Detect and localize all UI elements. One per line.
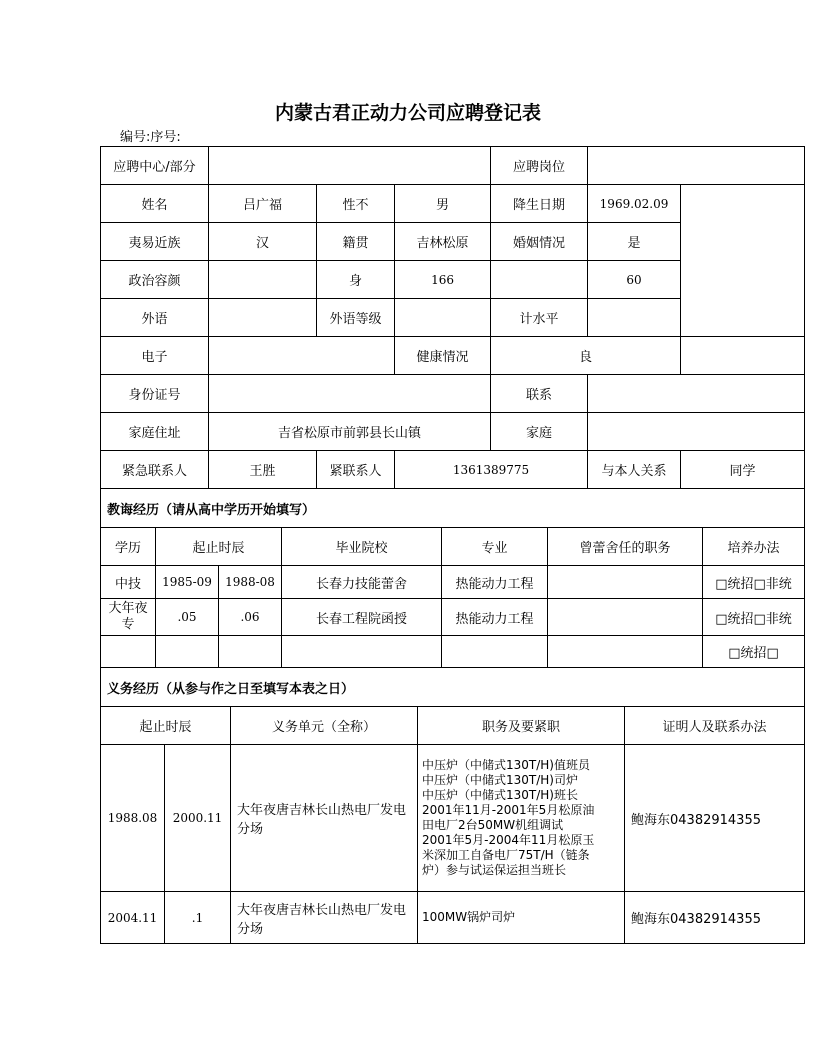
cell-duties[interactable] bbox=[418, 745, 625, 892]
duty-line: 2001年5月-2004年11月松原玉 bbox=[422, 833, 595, 847]
cell-major[interactable] bbox=[442, 636, 548, 668]
cell-work-unit[interactable]: 大年夜唐吉林长山热电厂发电分场 bbox=[231, 892, 418, 944]
label-id-number: 身份证号 bbox=[101, 375, 209, 413]
value-native-place[interactable]: 吉林松原 bbox=[395, 223, 491, 261]
cell-school[interactable] bbox=[282, 636, 442, 668]
header-school: 毕业院校 bbox=[282, 528, 442, 566]
cell-work-start[interactable]: 1988.08 bbox=[101, 745, 165, 892]
label-ethnicity: 夷易近族 bbox=[101, 223, 209, 261]
label-height: 身 bbox=[317, 261, 395, 299]
duty-line: 2001年11月-2001年5月松原油 bbox=[422, 803, 595, 817]
value-email[interactable] bbox=[209, 337, 395, 375]
label-weight bbox=[491, 261, 588, 299]
label-native-place: 籍贯 bbox=[317, 223, 395, 261]
cell-work-end[interactable]: 2000.11 bbox=[165, 745, 231, 892]
value-apply-position[interactable] bbox=[588, 147, 805, 185]
value-height[interactable]: 166 bbox=[395, 261, 491, 299]
cell-degree[interactable]: 中技 bbox=[101, 566, 156, 599]
label-language-level: 外语等级 bbox=[317, 299, 395, 337]
table-row bbox=[101, 636, 805, 668]
label-apply-center: 应聘中心/部分 bbox=[101, 147, 209, 185]
table-row bbox=[101, 566, 805, 599]
label-marital-status: 婚姻情况 bbox=[491, 223, 588, 261]
label-contact-phone: 联系 bbox=[491, 375, 588, 413]
label-health: 健康情况 bbox=[395, 337, 491, 375]
value-computer-level[interactable] bbox=[588, 299, 681, 337]
form-title: 内蒙古君正动力公司应聘登记表 bbox=[274, 102, 541, 124]
duty-line: 100MW锅炉司炉 bbox=[422, 910, 516, 924]
value-apply-center[interactable] bbox=[209, 147, 491, 185]
cell-start[interactable]: .05 bbox=[156, 599, 219, 636]
header-period: 起止时辰 bbox=[156, 528, 282, 566]
header-duties: 职务及要紧职 bbox=[418, 707, 625, 745]
cell-study-mode[interactable]: □统招□非统 bbox=[703, 566, 805, 599]
cell-position[interactable] bbox=[548, 566, 703, 599]
cell-major[interactable]: 热能动力工程 bbox=[442, 599, 548, 636]
value-name[interactable]: 吕广福 bbox=[209, 185, 317, 223]
label-relationship: 与本人关系 bbox=[588, 451, 681, 489]
table-row bbox=[101, 599, 805, 636]
label-birth-date: 降生日期 bbox=[491, 185, 588, 223]
work-section-title: 义务经历（从参与作之日至填写本表之日） bbox=[101, 668, 805, 707]
cell-end[interactable] bbox=[219, 636, 282, 668]
table-row bbox=[101, 892, 805, 944]
cell-major[interactable]: 热能动力工程 bbox=[442, 566, 548, 599]
duty-line: 中压炉（中储式130T/H)班长 bbox=[422, 788, 578, 802]
work-table bbox=[100, 667, 805, 944]
value-political-status[interactable] bbox=[209, 261, 317, 299]
cell-end[interactable]: 1988-08 bbox=[219, 566, 282, 599]
value-gender[interactable]: 男 bbox=[395, 185, 491, 223]
cell-study-mode[interactable]: □统招□非统 bbox=[703, 599, 805, 636]
label-computer-level: 计水平 bbox=[491, 299, 588, 337]
value-home-address[interactable]: 吉省松原市前郭县长山镇 bbox=[209, 413, 491, 451]
cell-work-end[interactable]: .1 bbox=[165, 892, 231, 944]
cell-school[interactable]: 长春工程院函授 bbox=[282, 599, 442, 636]
header-study-mode: 培养办法 bbox=[703, 528, 805, 566]
header-major: 专业 bbox=[442, 528, 548, 566]
cell-degree[interactable]: 大年夜专 bbox=[101, 599, 156, 636]
header-work-period: 起止时辰 bbox=[101, 707, 231, 745]
label-home-address: 家庭住址 bbox=[101, 413, 209, 451]
value-id-number[interactable] bbox=[209, 375, 491, 413]
value-emergency-contact[interactable]: 王胜 bbox=[209, 451, 317, 489]
value-birth-date[interactable]: 1969.02.09 bbox=[588, 185, 681, 223]
cell-start[interactable]: 1985-09 bbox=[156, 566, 219, 599]
education-section-title: 教诲经历（请从高中学历开始填写） bbox=[101, 489, 805, 528]
cell-school[interactable]: 长春力技能蕾舍 bbox=[282, 566, 442, 599]
cell-end[interactable]: .06 bbox=[219, 599, 282, 636]
cell-work-unit[interactable]: 大年夜唐吉林长山热电厂发电分场 bbox=[231, 745, 418, 892]
label-email: 电子 bbox=[101, 337, 209, 375]
cell-duties[interactable] bbox=[418, 892, 625, 944]
cell-degree[interactable] bbox=[101, 636, 156, 668]
header-reference: 证明人及联系办法 bbox=[625, 707, 805, 745]
value-language-level[interactable] bbox=[395, 299, 491, 337]
cell-work-start[interactable]: 2004.11 bbox=[101, 892, 165, 944]
duty-line: 米深加工自备电厂75T/H（链条 bbox=[422, 848, 590, 862]
header-degree: 学历 bbox=[101, 528, 156, 566]
value-foreign-language[interactable] bbox=[209, 299, 317, 337]
cell-start[interactable] bbox=[156, 636, 219, 668]
label-emergency-contact: 紧急联系人 bbox=[101, 451, 209, 489]
duty-line: 田电厂2台50MW机组调试 bbox=[422, 818, 564, 832]
value-contact-phone[interactable] bbox=[588, 375, 805, 413]
value-marital-status[interactable]: 是 bbox=[588, 223, 681, 261]
label-emergency-phone: 紧联系人 bbox=[317, 451, 395, 489]
personal-info-table bbox=[100, 146, 805, 489]
cell-position[interactable] bbox=[548, 599, 703, 636]
value-emergency-phone[interactable]: 1361389775 bbox=[395, 451, 588, 489]
empty-cell bbox=[681, 337, 805, 375]
header-position-held: 曾蕾舍任的职务 bbox=[548, 528, 703, 566]
value-relationship[interactable]: 同学 bbox=[681, 451, 805, 489]
cell-study-mode[interactable]: □统招□ bbox=[703, 636, 805, 668]
cell-position[interactable] bbox=[548, 636, 703, 668]
table-row bbox=[101, 745, 805, 892]
cell-reference[interactable]: 鲍海东04382914355 bbox=[625, 745, 805, 892]
duty-line: 中压炉（中储式130T/H)值班员 bbox=[422, 758, 590, 772]
label-name: 姓名 bbox=[101, 185, 209, 223]
cell-reference[interactable]: 鲍海东04382914355 bbox=[625, 892, 805, 944]
value-home-phone[interactable] bbox=[588, 413, 805, 451]
label-foreign-language: 外语 bbox=[101, 299, 209, 337]
header-work-unit: 义务单元（全称） bbox=[231, 707, 418, 745]
label-home-phone: 家庭 bbox=[491, 413, 588, 451]
label-gender: 性不 bbox=[317, 185, 395, 223]
duty-line: 炉）参与试运保运担当班长 bbox=[422, 863, 567, 877]
serial-label: 编号:序号: bbox=[120, 130, 181, 145]
value-ethnicity[interactable]: 汉 bbox=[209, 223, 317, 261]
label-apply-position: 应聘岗位 bbox=[491, 147, 588, 185]
value-weight[interactable]: 60 bbox=[588, 261, 681, 299]
photo-area bbox=[681, 185, 805, 337]
duty-line: 中压炉（中储式130T/H)司炉 bbox=[422, 773, 578, 787]
value-health[interactable]: 良 bbox=[491, 337, 681, 375]
label-political-status: 政治容颜 bbox=[101, 261, 209, 299]
education-table bbox=[100, 488, 805, 668]
